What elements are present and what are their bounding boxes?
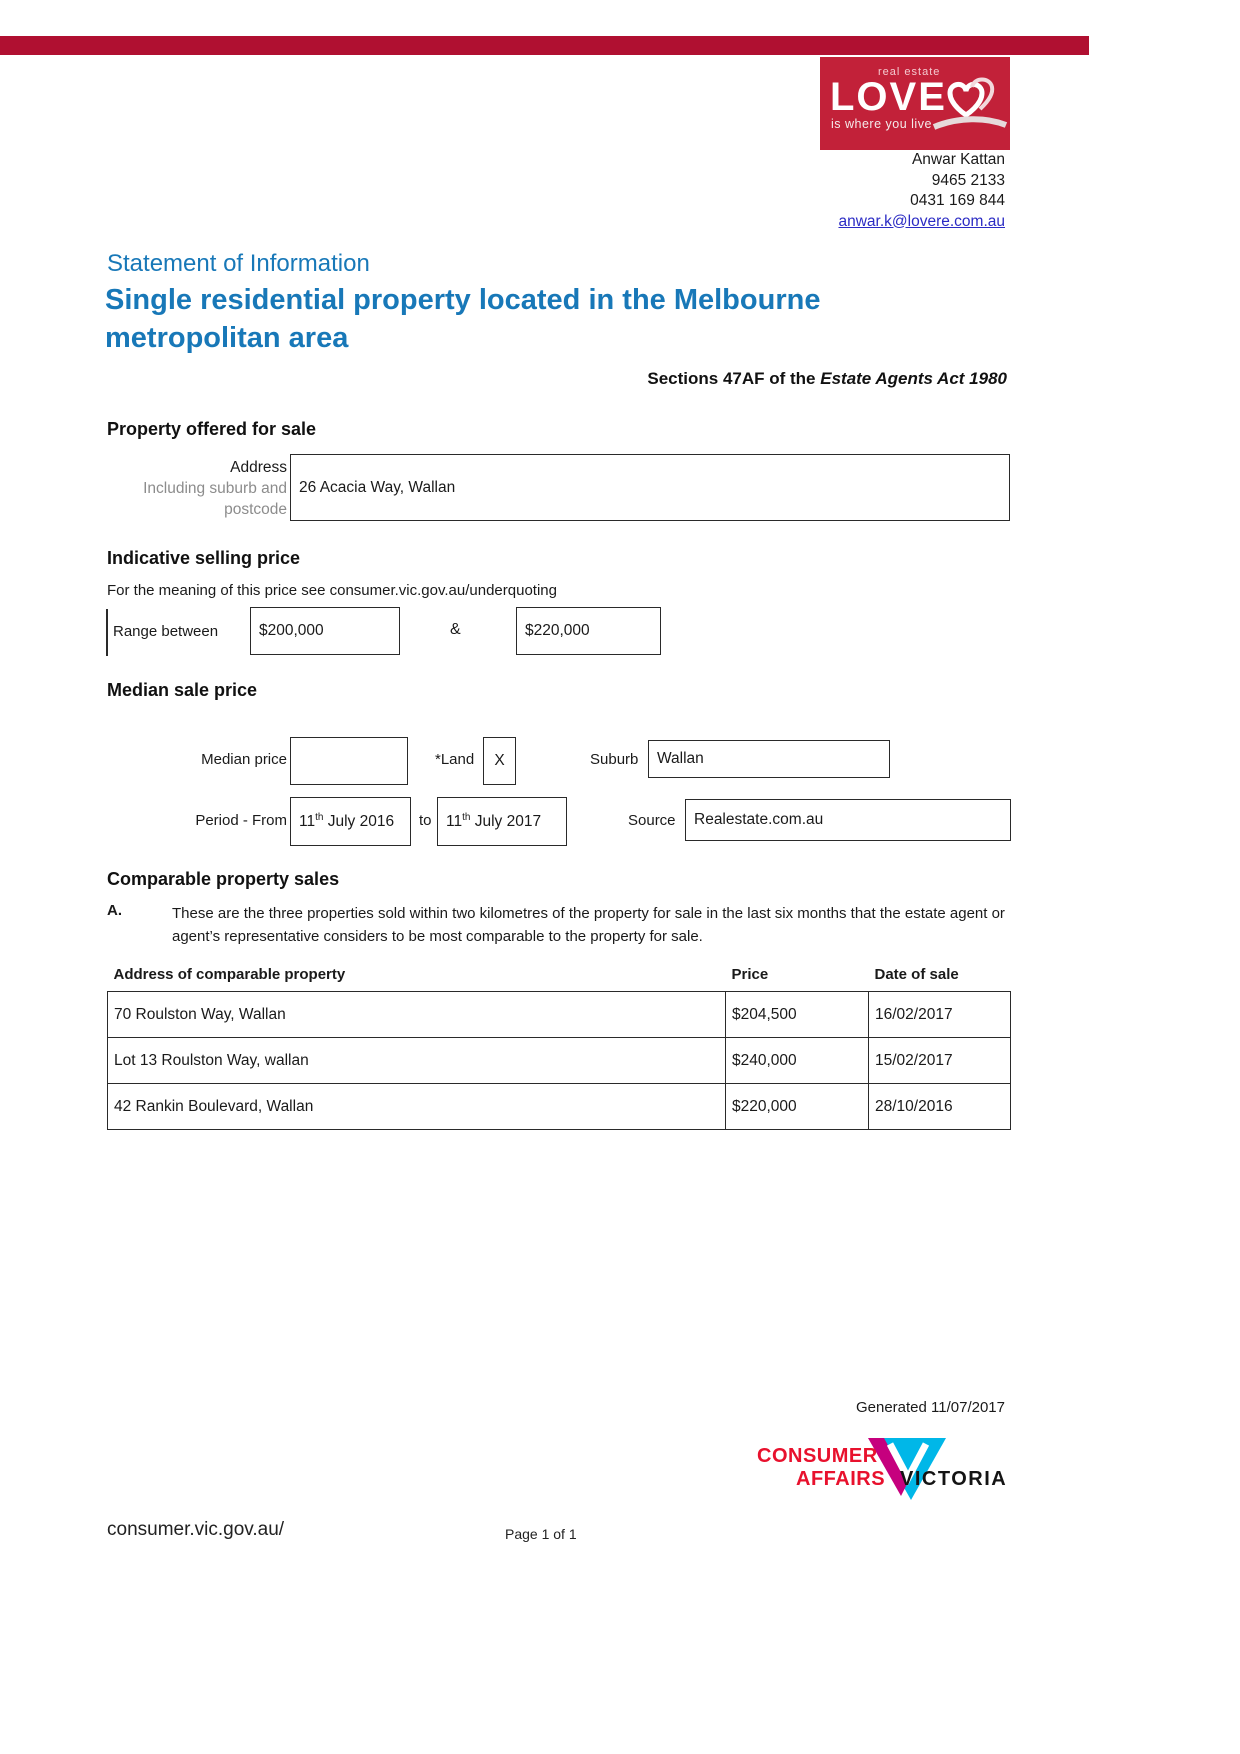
cell-date: 15/02/2017 xyxy=(869,1038,1011,1084)
period-from-label: Period - From xyxy=(195,812,287,829)
heart-ribbon-icon xyxy=(930,71,1008,142)
address-sublabel-line1: Including suburb and xyxy=(143,480,287,497)
column-header-price: Price xyxy=(731,966,769,983)
period-from-field[interactable] xyxy=(290,797,411,846)
underquoting-note: For the meaning of this price see consumer.vic.gov.au/underquoting xyxy=(107,582,557,599)
column-header-address: Address of comparable property xyxy=(113,966,346,983)
logo-name: LOVE xyxy=(830,75,947,119)
table-row xyxy=(108,1038,1011,1084)
table-row xyxy=(108,992,1011,1038)
range-left-rule xyxy=(106,609,108,656)
agent-phone-office: 9465 2133 xyxy=(931,171,1005,189)
range-high-field[interactable] xyxy=(516,607,661,655)
address-field[interactable] xyxy=(290,454,1010,521)
land-checkbox-field[interactable] xyxy=(483,737,516,785)
section-heading-indicative-price: Indicative selling price xyxy=(107,548,301,568)
logo-tagline-bottom: is where you live xyxy=(831,117,932,131)
document-type: Statement of Information xyxy=(107,250,370,277)
item-a-text: These are the three properties sold within two kilometres of the property for sale in the last six months that the estate agent or agent’s representative considers to be most comparable to the property for sale. xyxy=(172,905,1005,946)
logo-tagline-top: real estate xyxy=(878,66,941,78)
period-to-label: to xyxy=(419,812,432,829)
agent-phone-mobile: 0431 169 844 xyxy=(910,192,1005,209)
median-price-label: Median price xyxy=(201,751,287,768)
column-header-date: Date of sale xyxy=(874,966,959,983)
range-low-field[interactable] xyxy=(250,607,400,655)
cav-consumer-text: CONSUMER xyxy=(757,1445,878,1467)
footer-website: consumer.vic.gov.au/ xyxy=(107,1519,285,1540)
consumer-affairs-victoria-logo xyxy=(700,1438,1020,1510)
address-sublabel-line2: postcode xyxy=(224,501,287,518)
suburb-field[interactable] xyxy=(648,740,890,778)
cell-price: $240,000 xyxy=(726,1038,869,1084)
section-heading-median-price: Median sale price xyxy=(107,680,258,700)
range-high-value: $220,000 xyxy=(525,622,590,639)
suburb-label: Suburb xyxy=(590,751,639,768)
agent-name: Anwar Kattan xyxy=(911,151,1005,168)
act-name: Estate Agents Act 1980 xyxy=(820,369,1007,388)
item-a-label: A. xyxy=(107,902,122,919)
address-label: Address xyxy=(230,459,287,476)
section-heading-property: Property offered for sale xyxy=(107,419,317,439)
cav-affairs-text: AFFAIRS xyxy=(796,1468,886,1490)
generated-date: Generated 11/07/2017 xyxy=(855,1399,1005,1416)
median-price-field[interactable] xyxy=(290,737,408,785)
cell-price: $220,000 xyxy=(726,1084,869,1130)
section-heading-comparable-sales: Comparable property sales xyxy=(107,869,340,889)
table-header-row xyxy=(108,962,1011,992)
cav-victoria-text: VICTORIA xyxy=(900,1468,1008,1490)
act-reference xyxy=(647,369,1007,389)
address-value: 26 Acacia Way, Wallan xyxy=(299,478,456,496)
range-low-value: $200,000 xyxy=(259,622,324,639)
cell-date: 16/02/2017 xyxy=(869,992,1011,1038)
suburb-value: Wallan xyxy=(657,750,704,767)
cell-date: 28/10/2016 xyxy=(869,1084,1011,1130)
page-title: Single residential property located in the Melbourne metropolitan area xyxy=(105,284,821,355)
agent-email-link[interactable]: anwar.k@lovere.com.au xyxy=(838,212,1005,230)
ampersand-label: & xyxy=(450,621,461,638)
cell-address: Lot 13 Roulston Way, wallan xyxy=(108,1038,726,1084)
source-value: Realestate.com.au xyxy=(694,811,824,828)
act-reference-prefix: Sections 47AF of the xyxy=(647,369,821,388)
land-value: X xyxy=(494,752,505,769)
cell-address: 42 Rankin Boulevard, Wallan xyxy=(108,1084,726,1130)
source-label: Source xyxy=(628,812,676,829)
cell-price: $204,500 xyxy=(726,992,869,1038)
top-accent-bar xyxy=(0,36,1089,55)
agency-logo xyxy=(820,57,1010,150)
footer-page-number: Page 1 of 1 xyxy=(505,1526,577,1542)
period-to-value: 11th July 2017 xyxy=(446,811,542,830)
range-between-label: Range between xyxy=(113,623,219,640)
table-row xyxy=(108,1084,1011,1130)
cell-address: 70 Roulston Way, Wallan xyxy=(108,992,726,1038)
address-label-block xyxy=(107,457,287,520)
agent-contact-block xyxy=(838,150,1005,232)
period-from-value: 11th July 2016 xyxy=(299,811,395,830)
source-field[interactable] xyxy=(685,799,1011,841)
period-to-field[interactable] xyxy=(437,797,567,846)
land-label: *Land xyxy=(435,751,475,768)
comparable-sales-table xyxy=(107,962,1011,1130)
